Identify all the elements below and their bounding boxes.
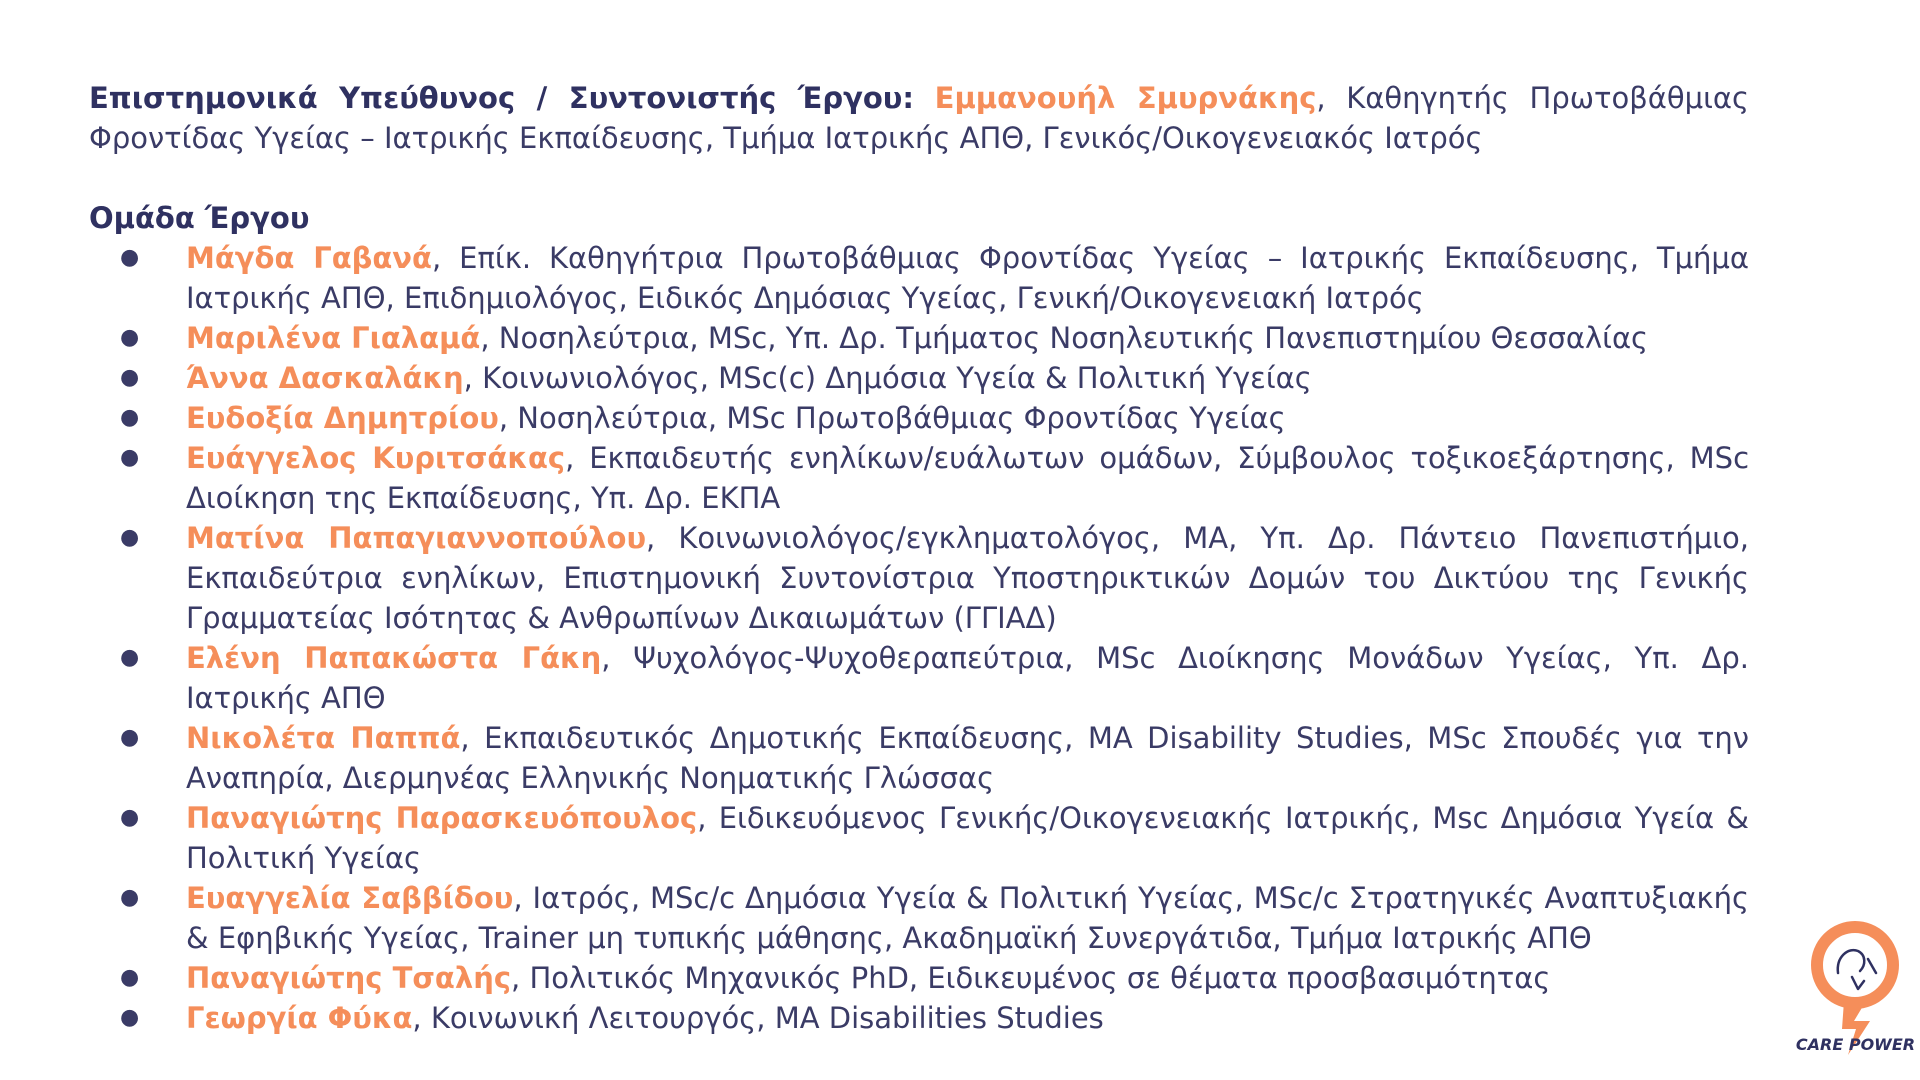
team-member-item: [89, 718, 1749, 798]
team-member-item: [89, 998, 1749, 1038]
coordinator-colon: :: [902, 81, 914, 115]
team-member-description: , Εκπαιδευτικός Δημοτικής Εκπαίδευσης, MA Disability Studies, MSc Σπουδές για την Αναπηρία, Διερμηνέας Ελληνικής Νοηματικής Γλώσσας: [186, 721, 1750, 795]
team-member-list: [89, 238, 1749, 1038]
team-member-name: Γεωργία Φύκα: [186, 1001, 413, 1035]
team-member-description: , Ειδικευόμενος Γενικής/Οικογενειακής Ιατρικής, Msc Δημόσια Υγεία & Πολιτική Υγείας: [186, 801, 1749, 875]
bullet-icon: ●: [120, 405, 140, 430]
team-member-description: , Ψυχολόγος-Ψυχοθεραπεύτρια, MSc Διοίκησης Μονάδων Υγείας, Υπ. Δρ. Ιατρικής ΑΠΘ: [186, 641, 1749, 715]
team-member-description: , Κοινωνιολόγος, MSc(c) Δημόσια Υγεία & Πολιτική Υγείας: [463, 361, 1312, 395]
bullet-icon: ●: [120, 325, 140, 350]
logo-text: CARE POWER: [1795, 1035, 1916, 1054]
bullet-icon: ●: [120, 885, 140, 910]
coordinator-description: , Καθηγητής Πρωτοβάθμιας Φροντίδας Υγείας – Ιατρικής Εκπαίδευσης, Τμήμα Ιατρικής ΑΠΘ, Γενικός/Οικογενειακός Ιατρός: [89, 81, 1750, 155]
team-member-name: Παναγιώτης Τσαλής: [186, 961, 512, 995]
team-member-name: Μάγδα Γαβανά: [186, 241, 432, 275]
bullet-icon: ●: [120, 725, 140, 750]
document-body: [89, 78, 1749, 1038]
team-member-description: , Κοινωνιολόγος/εγκληματολόγος, MA, Υπ. Δρ. Πάντειο Πανεπιστήμιο, Εκπαιδεύτρια ενηλίκων, Επιστημονική Συντονίστρια Υποστηρικτικών Δομών του Δικτύου της Γενικής Γραμματείας Ισότητας & Ανθρωπίνων Δικαιωμάτων (ΓΓΙΑΔ): [186, 521, 1749, 635]
team-member-description: , Εκπαιδευτής ενηλίκων/ευάλωτων ομάδων, Σύμβουλος τοξικοεξάρτησης, MSc Διοίκηση της Εκπαίδευσης, Υπ. Δρ. ΕΚΠΑ: [186, 441, 1750, 515]
coordinator-paragraph: [89, 78, 1749, 158]
team-member-item: [89, 518, 1749, 638]
bullet-icon: ●: [120, 245, 140, 270]
bullet-icon: ●: [120, 805, 140, 830]
team-member-item: [89, 438, 1749, 518]
team-member-item: [89, 958, 1749, 998]
team-member-item: [89, 878, 1749, 958]
team-member-name: Μαριλένα Γιαλαμά: [186, 321, 481, 355]
bullet-icon: ●: [120, 445, 140, 470]
team-member-name: Ευάγγελος Κυριτσάκας: [186, 441, 566, 475]
coordinator-role-label: Επιστημονικά Υπεύθυνος / Συντονιστής Έργου: [89, 81, 903, 115]
team-member-item: [89, 318, 1749, 358]
team-member-name: Ματίνα Παπαγιαννοπούλου: [186, 521, 647, 555]
team-member-description: , Ιατρός, MSc/c Δημόσια Υγεία & Πολιτική Υγείας, MSc/c Στρατηγικές Αναπτυξιακής & Εφηβικής Υγείας, Trainer μη τυπικής μάθησης, Ακαδημαϊκή Συνεργάτιδα, Τμήμα Ιατρικής ΑΠΘ: [186, 881, 1749, 955]
team-member-name: Ελένη Παπακώστα Γάκη: [186, 641, 602, 675]
team-member-name: Νικολέτα Παππά: [186, 721, 461, 755]
team-member-item: [89, 398, 1749, 438]
team-member-name: Ευαγγελία Σαββίδου: [186, 881, 514, 915]
bullet-icon: ●: [120, 525, 140, 550]
bullet-icon: ●: [120, 365, 140, 390]
team-member-description: , Πολιτικός Μηχανικός PhD, Ειδικευμένος σε θέματα προσβασιμότητας: [511, 961, 1551, 995]
team-member-description: , Κοινωνική Λειτουργός, MA Disabilities Studies: [412, 1001, 1104, 1035]
bullet-icon: ●: [120, 1005, 140, 1030]
team-member-item: [89, 358, 1749, 398]
bullet-icon: ●: [120, 645, 140, 670]
team-section-title: Ομάδα Έργου: [89, 201, 310, 235]
coordinator-name: Εμμανουήλ Σμυρνάκης: [934, 81, 1317, 115]
team-member-description: , Νοσηλεύτρια, MSc, Υπ. Δρ. Τμήματος Νοσηλευτικής Πανεπιστημίου Θεσσαλίας: [480, 321, 1649, 355]
team-member-item: [89, 638, 1749, 718]
team-member-description: , Νοσηλεύτρια, MSc Πρωτοβάθμιας Φροντίδας Υγείας: [498, 401, 1286, 435]
team-member-description: , Επίκ. Καθηγήτρια Πρωτοβάθμιας Φροντίδας Υγείας – Ιατρικής Εκπαίδευσης, Τμήμα Ιατρικής ΑΠΘ, Επιδημιολόγος, Ειδικός Δημόσιας Υγείας, Γενική/Οικογενειακή Ιατρός: [186, 241, 1749, 315]
team-member-name: Άννα Δασκαλάκη: [186, 361, 464, 395]
team-member-item: [89, 238, 1749, 318]
bullet-icon: ●: [120, 965, 140, 990]
team-member-name: Ευδοξία Δημητρίου: [186, 401, 499, 435]
team-member-name: Παναγιώτης Παρασκευόπουλος: [186, 801, 698, 835]
team-member-item: [89, 798, 1749, 878]
